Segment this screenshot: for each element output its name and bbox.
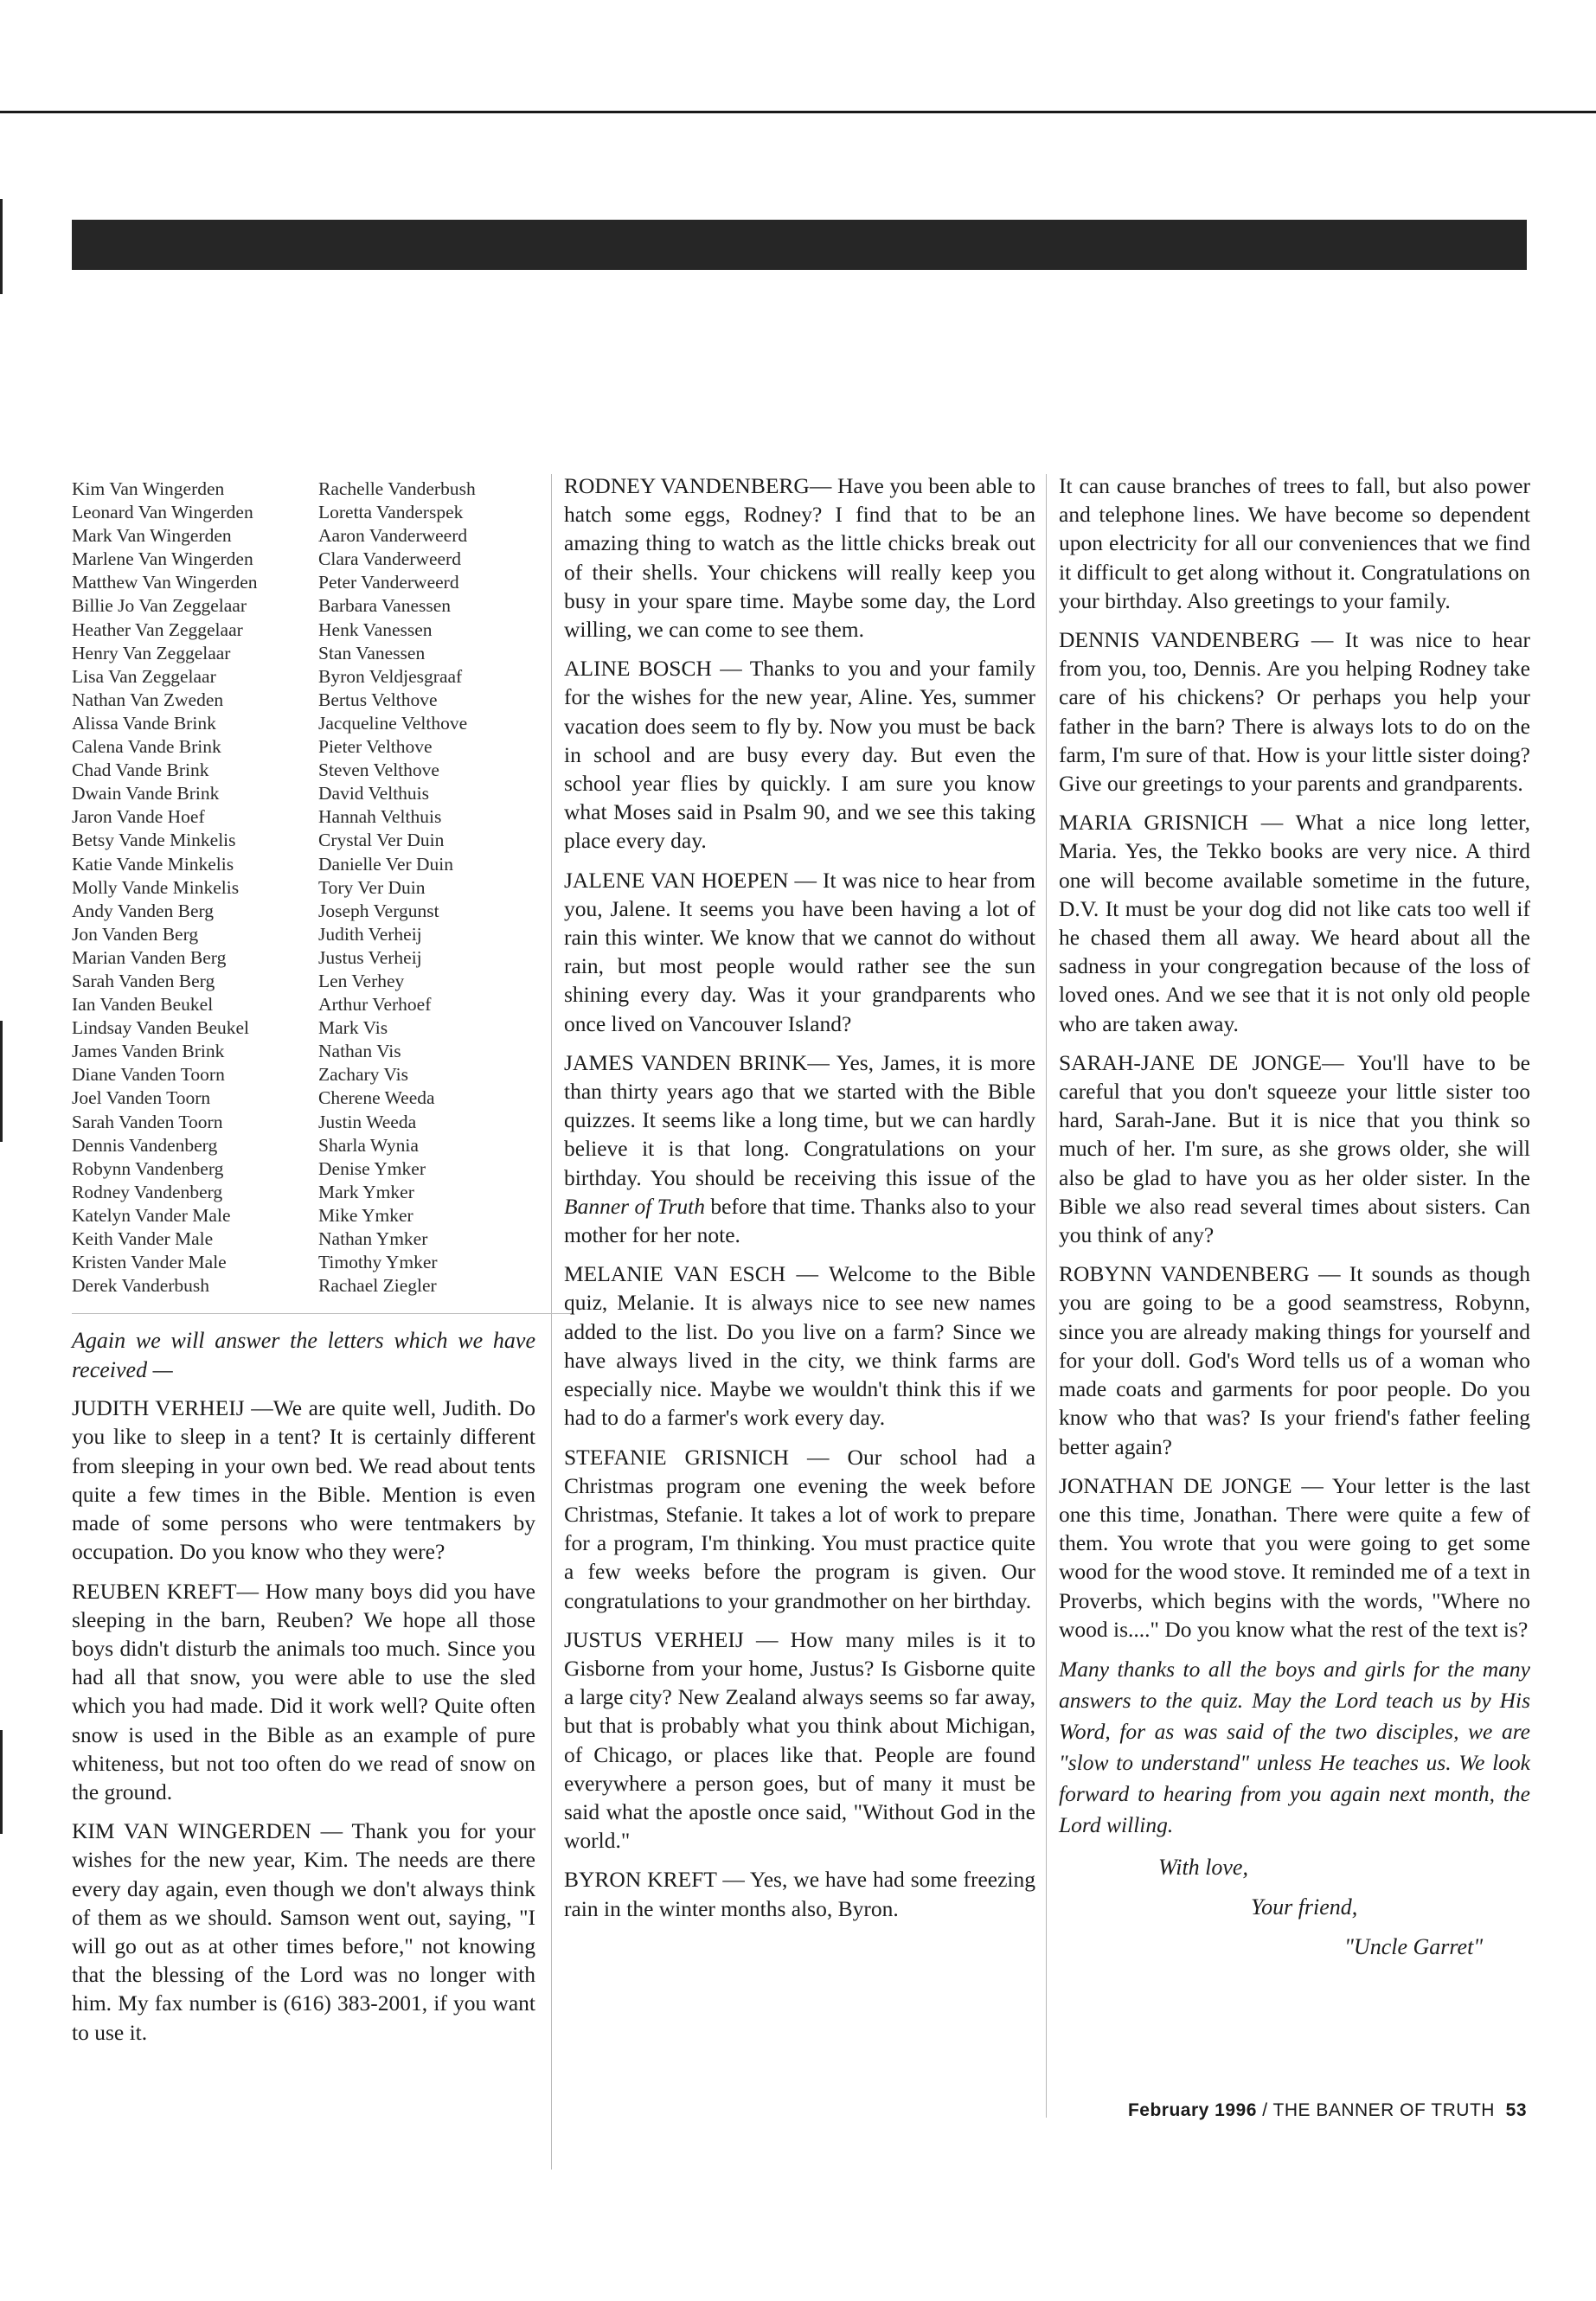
- letter-reply: [564, 1443, 1035, 1615]
- participant-list: [72, 478, 574, 1298]
- letter-recipient: MELANIE VAN ESCH: [564, 1261, 786, 1287]
- letter-recipient: ROBYNN VANDENBERG: [1059, 1261, 1310, 1287]
- footer-magazine: THE BANNER OF TRUTH: [1272, 2100, 1495, 2120]
- participant-name: Denise Ymker: [318, 1157, 426, 1179]
- letter-recipient: JALENE VAN HOEPEN: [564, 867, 789, 893]
- participant-name: Nathan Vis: [318, 1041, 401, 1062]
- participant-name: Loretta Vanderspek: [318, 502, 464, 523]
- letter-recipient: DENNIS VANDENBERG: [1059, 627, 1300, 653]
- column-divider: [1046, 474, 1047, 2118]
- participant-name: Joel Vanden Toorn: [72, 1087, 211, 1109]
- participant-name: Timothy Ymker: [318, 1252, 438, 1273]
- column-1: [72, 478, 574, 2057]
- participant-name: Nathan Ymker: [318, 1228, 428, 1249]
- letter-text: It can cause branches of trees to fall, but also power and telephone lines. We have become so dependent upon electricity for all our conveniences that we find it difficult to get along without it. Congratulations on your birthday. Also greetings to your family.: [1059, 473, 1530, 613]
- letter-text: — Our school had a Christmas program one evening the week before Christmas, Stefanie. It takes a lot of work to prepare for a program, I'm thinking. You must practice quite a few weeks before the program is given. Our congratulations to your grandmother on her birthday.: [564, 1444, 1035, 1613]
- letter-reply: [72, 1394, 535, 1566]
- participant-name: Arthur Verhoef: [318, 994, 432, 1016]
- letter-reply: [564, 1259, 1035, 1432]
- letter-text: — It sounds as though you are going to be a good seamstress, Robynn, since you are already making things for yourself and for your doll. God's Word tells us of a woman who made coats and garments for poor people. Do you know who that was? Is your friend's father feeling better again?: [1059, 1261, 1530, 1459]
- participant-name: Justin Weeda: [318, 1111, 417, 1132]
- participant-name: Derek Vanderbush: [72, 1275, 210, 1297]
- letter-reply: [1059, 808, 1530, 1038]
- letter-text: — Welcome to the Bible quiz, Melanie. It is always nice to see new names added to the list. Do you live on a farm? Since we have always lived in the city, we think farms are especially nice. Maybe we wouldn't think this if we had to do a farmer's work every day.: [564, 1261, 1035, 1431]
- letter-text: — Your letter is the last one this time, Jonathan. There were quite a few of them. You wrote that you were going to get some wood for the wood stove. It reminded me of a text in Proverbs, which begins with the words, "Where no wood is...." Do you know what the rest of the text is?: [1059, 1472, 1530, 1642]
- column-2: [564, 471, 1035, 1933]
- letter-text: — Have you been able to hatch some eggs, Rodney? I find that to be an amazing thing to watch as the little chicks break out of their shells. Your chickens will really keep you busy in your spare time. Maybe some day, the Lord willing, we can come to see them.: [564, 473, 1035, 643]
- participant-name: Rachael Ziegler: [318, 1275, 437, 1297]
- participant-name: Matthew Van Wingerden: [72, 572, 258, 593]
- letter-text: —We are quite well, Judith. Do you like to sleep in a tent? It is certainly different from sleeping in your own bed. We read about tents quite a few times in the Bible. Mention is even made of some persons who were tentmakers by occupation. Do you know who they were?: [72, 1395, 536, 1565]
- participant-name: Sarah Vanden Toorn: [72, 1111, 223, 1132]
- participant-name: Marian Vanden Berg: [72, 946, 227, 968]
- participant-name: Zachary Vis: [318, 1064, 408, 1086]
- top-rule: [0, 111, 1596, 113]
- letter-reply: [564, 471, 1035, 644]
- divider: [72, 1313, 574, 1314]
- letter-recipient: MARIA GRISNICH: [1059, 810, 1248, 836]
- participant-name: Steven Velthove: [318, 760, 439, 781]
- participant-name: Betsy Vande Minkelis: [72, 830, 236, 851]
- participant-name: Mark Vis: [318, 1017, 388, 1039]
- participant-name: Cherene Weeda: [318, 1087, 435, 1109]
- letter-recipient: RODNEY VANDENBERG: [564, 473, 810, 498]
- letter-text: — What a nice long letter, Maria. Yes, the Tekko books are very nice. A third one will become available sometime in the future, D.V. It must be your dog did not like cats too well if he chased them all away. We heard about all the sadness in your congregation because of the loss of loved ones. And we see that it is not only old people who are taken away.: [1059, 810, 1531, 1036]
- participant-name: Robynn Vandenberg: [72, 1157, 224, 1179]
- letter-text: — It was nice to hear from you, too, Dennis. Are you helping Rodney take care of his chickens? Or perhaps you help your father in the barn? There is always lots to do on the farm, I'm sure of that. How is your little sister doing? Give our greetings to your parents and grandparents.: [1059, 627, 1530, 797]
- participant-name: Joseph Vergunst: [318, 900, 439, 921]
- participant-name: Molly Vande Minkelis: [72, 876, 240, 898]
- letter-recipient: ALINE BOSCH: [564, 656, 712, 682]
- letter-text: — Yes, James, it is more than thirty years ago that we started with the Bible quizzes. It seems like a long time, but we can hardly believe it is that long. Congratulations on your birthday. You should be receiving this issue of the: [564, 1049, 1035, 1190]
- participant-name: Diane Vanden Toorn: [72, 1064, 225, 1086]
- letter-text: before that time. Thanks also to your mother for her note.: [564, 1193, 1035, 1248]
- letter-recipient: KIM VAN WINGERDEN: [72, 1818, 311, 1844]
- letter-reply: [1059, 625, 1530, 798]
- letter-reply: [564, 866, 1035, 1038]
- footer-page-number: 53: [1505, 2100, 1527, 2120]
- participant-name: Jaron Vande Hoef: [72, 806, 205, 828]
- participant-name: Nathan Van Zweden: [72, 689, 224, 710]
- participant-name: Henk Vanessen: [318, 619, 433, 640]
- edge-mark: [0, 1730, 3, 1834]
- participant-name: Byron Veldjesgraaf: [318, 665, 463, 687]
- participant-name: Danielle Ver Duin: [318, 853, 454, 875]
- participant-name: Rachelle Vanderbush: [318, 478, 476, 499]
- participant-name: Kristen Vander Male: [72, 1252, 227, 1273]
- letter-text: — Yes, we have had some freezing rain in the winter months also, Byron.: [564, 1867, 1035, 1921]
- letter-recipient: JUDITH VERHEIJ: [72, 1395, 245, 1421]
- letter-reply: [72, 1817, 535, 2047]
- participant-name: Lisa Van Zeggelaar: [72, 665, 216, 687]
- participant-name: Len Verhey: [318, 970, 405, 991]
- participant-name: Dennis Vandenberg: [72, 1134, 218, 1156]
- participant-name: Mark Van Wingerden: [72, 525, 232, 547]
- footer-separator: /: [1256, 2100, 1273, 2120]
- participant-name: Pieter Velthove: [318, 736, 433, 758]
- participant-name: Kim Van Wingerden: [72, 478, 225, 499]
- letters-intro: Again we will answer the letters which we have received —: [72, 1328, 535, 1383]
- participant-name: Barbara Vanessen: [318, 595, 452, 617]
- signoff-love: With love,: [1158, 1854, 1248, 1880]
- participant-name: Katie Vande Minkelis: [72, 853, 234, 875]
- letter-recipient: JUSTUS VERHEIJ: [564, 1626, 744, 1652]
- participant-name: Aaron Vanderweerd: [318, 525, 468, 547]
- letter-recipient: STEFANIE GRISNICH: [564, 1444, 789, 1470]
- participant-name: Peter Vanderweerd: [318, 572, 459, 593]
- letter-recipient: JAMES VANDEN BRINK: [564, 1049, 808, 1075]
- letter-reply: [564, 1048, 1035, 1249]
- participant-name: Mark Ymker: [318, 1181, 414, 1202]
- participant-name: Tory Ver Duin: [318, 876, 426, 898]
- participant-name: Katelyn Vander Male: [72, 1204, 231, 1226]
- letter-text: — Thank you for your wishes for the new year, Kim. The needs are there every day again, even though we don't always think of them as we should. Samson went out, saying, "I will go out as at other times before," not knowing that the blessing of the Lord was no longer with him. My fax number is (616) 383-2001, if you want to use it.: [72, 1818, 536, 2045]
- names-right-list: [318, 478, 476, 1298]
- participant-name: Crystal Ver Duin: [318, 830, 445, 851]
- letter-recipient: REUBEN KREFT: [72, 1578, 237, 1604]
- participant-name: Justus Verheij: [318, 946, 422, 968]
- footer-date: February 1996: [1127, 2100, 1257, 2120]
- participant-name: Hannah Velthuis: [318, 806, 442, 828]
- participant-name: Heather Van Zeggelaar: [72, 619, 243, 640]
- letter-text: — How many miles is it to Gisborne from your home, Justus? Is Gisborne quite a large city? New Zealand always seems so far away, but that is probably what you think about Michigan, of Chicago, or places like that. People are found everywhere a person goes, but of many it must be said what the apostle once said, "Without God in the world.": [564, 1626, 1035, 1854]
- letter-reply: [564, 1625, 1035, 1856]
- participant-name: Judith Verheij: [318, 923, 422, 945]
- publication-title: Banner of Truth: [564, 1193, 705, 1219]
- participant-name: Jon Vanden Berg: [72, 923, 199, 945]
- signoff-friend: Your friend,: [1251, 1894, 1358, 1920]
- letter-reply: [72, 1577, 535, 1807]
- participant-name: Dwain Vande Brink: [72, 783, 220, 804]
- letter-text: — You'll have to be careful that you don't squeeze your little sister too hard, Sarah-Jane. But it is nice that you think so much of her. I'm sure, as she grows older, she will also be glad to have you as her older sister. In the Bible we also read several times about sisters. Can you think of any?: [1059, 1049, 1530, 1248]
- participant-name: Calena Vande Brink: [72, 736, 221, 758]
- letter-reply: [1059, 1471, 1530, 1644]
- participant-name: Sarah Vanden Berg: [72, 970, 215, 991]
- letter-text: — Thanks to you and your family for the wishes for the new year, Aline. Yes, summer vacation does seem to fly by. Now you must be back in school and are busy every day. But even the school year flies by quickly. I am sure you know what Moses said in Psalm 90, and we see this taking place every day.: [564, 656, 1035, 854]
- names-left-list: [72, 478, 318, 1298]
- participant-name: David Velthuis: [318, 783, 430, 804]
- participant-name: Henry Van Zeggelaar: [72, 642, 231, 663]
- closing-paragraph: Many thanks to all the boys and girls for the many answers to the quiz. May the Lord teach us by His Word, for as was said of the two disciples, we are "slow to understand" unless He teaches us. We look forward to hearing from you again next month, the Lord willing.: [1059, 1656, 1530, 1837]
- participant-name: Lindsay Vanden Beukel: [72, 1017, 250, 1039]
- participant-name: Clara Vanderweerd: [318, 548, 461, 570]
- letter-reply: [1059, 471, 1530, 615]
- participant-name: Marlene Van Wingerden: [72, 548, 253, 570]
- participant-name: Bertus Velthove: [318, 689, 438, 710]
- edge-mark: [0, 199, 3, 294]
- letter-reply: [1059, 1259, 1530, 1460]
- signoff-uncle: "Uncle Garret": [1344, 1933, 1484, 1959]
- participant-name: Andy Vanden Berg: [72, 900, 215, 921]
- letter-reply: [564, 1865, 1035, 1922]
- participant-name: Leonard Van Wingerden: [72, 502, 253, 523]
- participant-name: James Vanden Brink: [72, 1041, 225, 1062]
- letter-recipient: JONATHAN DE JONGE: [1059, 1472, 1292, 1498]
- column-3: [1059, 471, 1530, 1967]
- participant-name: Sharla Wynia: [318, 1134, 419, 1156]
- letter-reply: [564, 654, 1035, 855]
- participant-name: Stan Vanessen: [318, 642, 426, 663]
- participant-name: Keith Vander Male: [72, 1228, 214, 1249]
- letter-recipient: SARAH-JANE DE JONGE: [1059, 1049, 1323, 1075]
- participant-name: Mike Ymker: [318, 1204, 413, 1226]
- participant-name: Jacqueline Velthove: [318, 712, 468, 734]
- participant-name: Billie Jo Van Zeggelaar: [72, 595, 247, 617]
- letter-text: — It was nice to hear from you, Jalene. It seems you have been having a lot of rain this winter. We know that we cannot do without rain, but most people would rather see the sun shining every day. Was it your grandparents who once lived on Vancouver Island?: [564, 867, 1035, 1036]
- participant-name: Ian Vanden Beukel: [72, 994, 214, 1016]
- header-band: [72, 220, 1527, 270]
- participant-name: Chad Vande Brink: [72, 760, 209, 781]
- edge-mark: [0, 1021, 3, 1142]
- page-footer: [1128, 2100, 1527, 2121]
- letter-reply: [1059, 1048, 1530, 1249]
- participant-name: Alissa Vande Brink: [72, 712, 216, 734]
- letter-text: — How many boys did you have sleeping in the barn, Reuben? We hope all those boys didn't disturb the animals too much. Since you had all that snow, you were able to use the sled which you had made. Did it work well? Quite often snow is used in the Bible as an example of pure whiteness, but not too often do we read of snow on the ground.: [72, 1578, 535, 1804]
- participant-name: Rodney Vandenberg: [72, 1181, 223, 1202]
- letter-recipient: BYRON KREFT: [564, 1867, 717, 1893]
